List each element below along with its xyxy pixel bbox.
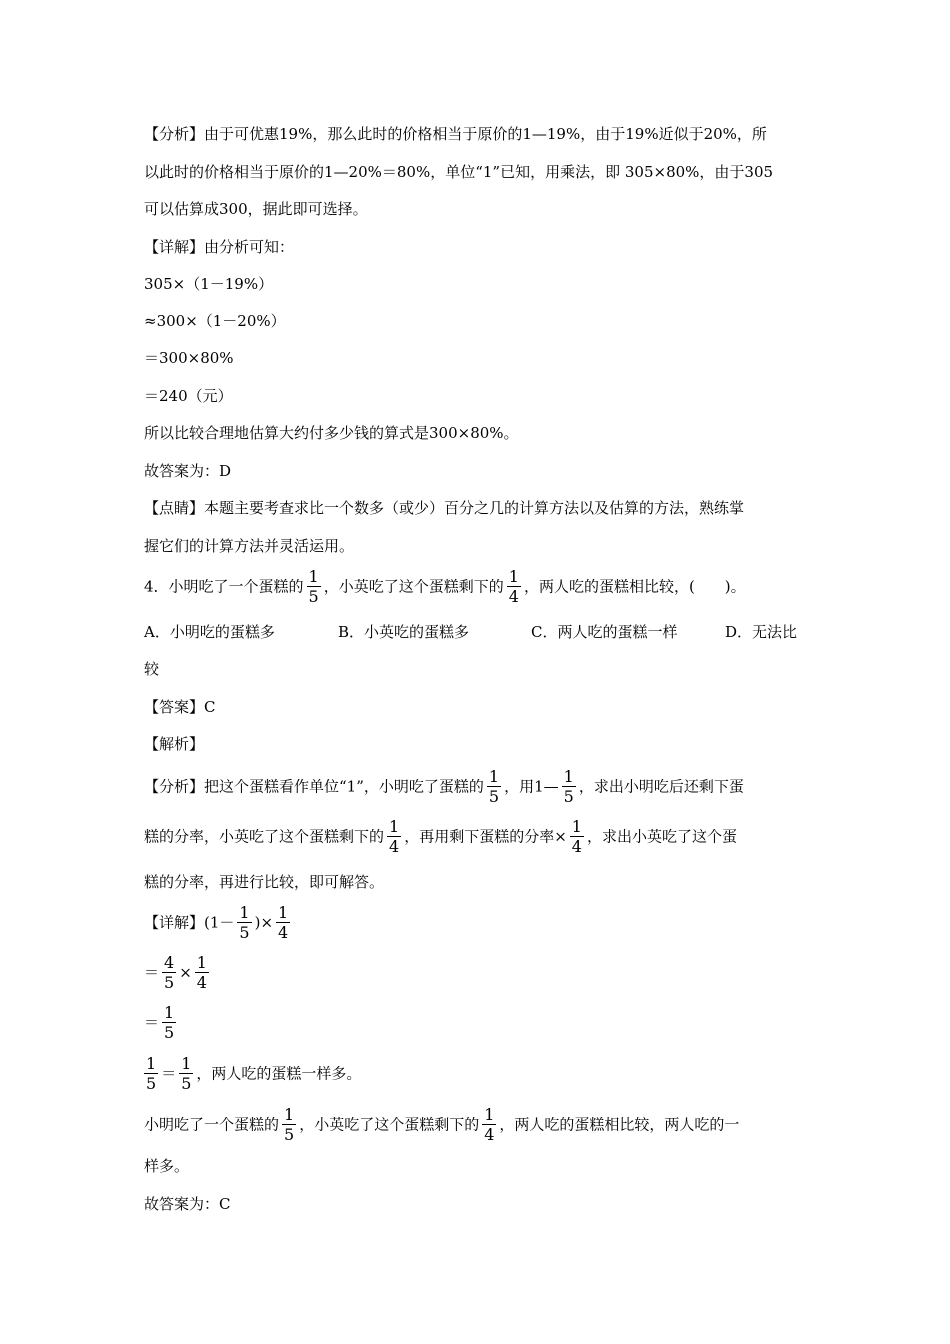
q4-analysis-line-1 xyxy=(144,767,744,806)
fraction-one-quarter xyxy=(387,817,401,856)
fraction-one-fifth xyxy=(162,1003,176,1042)
q4-stem-part-c: ，两人吃的蛋糕相比较，( )。 xyxy=(523,577,746,596)
q4-detail-line-4 xyxy=(144,1054,361,1093)
text: ，两人吃的蛋糕一样多。 xyxy=(196,1064,362,1083)
fraction-one-fifth xyxy=(179,1054,193,1093)
q4-option-a: A．小明吃的蛋糕多 xyxy=(144,623,275,641)
q3-analysis-line-1: 【分析】由于可优惠19%，那么此时的价格相当于原价的1—19%，由于19%近似于20%，所 xyxy=(144,125,767,143)
text: × xyxy=(179,963,192,982)
denominator: 5 xyxy=(488,787,500,806)
text: ＝ xyxy=(161,1064,177,1083)
denominator: 5 xyxy=(146,1074,157,1093)
q4-detail-line-3 xyxy=(144,1003,179,1042)
denominator: 5 xyxy=(239,923,250,942)
q4-stem-part-a: 4．小明吃了一个蛋糕的 xyxy=(144,577,304,596)
fraction-one-quarter xyxy=(482,1105,496,1144)
q3-step-3: ＝300×80% xyxy=(144,349,234,367)
numerator: 1 xyxy=(278,903,289,922)
q3-conclusion: 所以比较合理地估算大约付多少钱的算式是300×80%。 xyxy=(144,424,519,442)
q4-answer-label: 【答案】C xyxy=(144,698,216,716)
fraction-one-fifth xyxy=(487,767,501,806)
text: 【详解】(1－ xyxy=(144,913,235,932)
q3-step-2: ≈300×（1－20%） xyxy=(144,312,286,330)
q3-comment-line-1: 【点睛】本题主要考查求比一个数多（或少）百分之几的计算方法以及估算的方法，熟练掌 xyxy=(144,499,745,517)
fraction-one-quarter xyxy=(195,953,209,992)
fraction-one-fifth xyxy=(562,767,576,806)
numerator: 1 xyxy=(484,1105,495,1124)
q4-option-b: B．小英吃的蛋糕多 xyxy=(338,623,470,641)
q3-step-1: 305×（1－19%） xyxy=(144,275,274,293)
text: 糕的分率，小英吃了这个蛋糕剩下的 xyxy=(144,827,385,846)
numerator: 1 xyxy=(146,1054,157,1073)
q4-stem xyxy=(144,567,746,606)
q3-step-4: ＝240（元） xyxy=(144,387,233,405)
q4-detail-line-2 xyxy=(144,953,212,992)
fraction-one-quarter xyxy=(507,567,521,606)
text: ，用1— xyxy=(504,777,559,796)
q4-option-d: D．无法比 xyxy=(725,623,798,641)
denominator: 5 xyxy=(563,787,574,806)
fraction-one-quarter xyxy=(570,817,584,856)
denominator: 5 xyxy=(308,587,319,606)
q4-detail-line-1 xyxy=(144,903,293,942)
numerator: 1 xyxy=(164,1003,175,1022)
q4-jiexi-label: 【解析】 xyxy=(144,735,205,753)
fraction-one-fifth xyxy=(144,1054,158,1093)
q4-conclusion-line-1 xyxy=(144,1105,739,1144)
denominator: 5 xyxy=(181,1074,192,1093)
q4-conclusion-line-2: 样多。 xyxy=(144,1157,190,1175)
denominator: 4 xyxy=(571,837,582,856)
numerator: 1 xyxy=(181,1054,192,1073)
text: ，求出小明吃后还剩下蛋 xyxy=(578,777,744,796)
numerator: 4 xyxy=(164,953,175,972)
numerator: 1 xyxy=(571,817,582,836)
denominator: 4 xyxy=(196,973,207,992)
fraction-one-quarter xyxy=(276,903,290,942)
text: ，再用剩下蛋糕的分率× xyxy=(404,827,567,846)
text: ＝ xyxy=(144,1013,160,1032)
text: 小明吃了一个蛋糕的 xyxy=(144,1115,280,1134)
numerator: 1 xyxy=(488,767,500,786)
q3-comment-line-2: 握它们的计算方法并灵活运用。 xyxy=(144,537,355,555)
q4-option-c: C．两人吃的蛋糕一样 xyxy=(531,623,678,641)
denominator: 4 xyxy=(508,587,519,606)
text: )× xyxy=(254,913,274,932)
q3-analysis-line-3: 可以估算成300，据此即可选择。 xyxy=(144,200,368,218)
denominator: 4 xyxy=(389,837,400,856)
q3-detail-intro: 【详解】由分析可知： xyxy=(144,238,295,256)
numerator: 1 xyxy=(508,567,519,586)
denominator: 4 xyxy=(278,923,289,942)
fraction-one-fifth xyxy=(237,903,251,942)
q4-option-d-continued: 较 xyxy=(144,660,160,678)
numerator: 1 xyxy=(563,767,574,786)
q4-final-answer: 故答案为：C xyxy=(144,1195,231,1213)
numerator: 1 xyxy=(389,817,400,836)
text: ＝ xyxy=(144,963,160,982)
denominator: 5 xyxy=(284,1125,295,1144)
fraction-one-fifth xyxy=(307,567,321,606)
text: 【分析】把这个蛋糕看作单位“1”，小明吃了蛋糕的 xyxy=(144,777,484,796)
q3-analysis-line-2: 以此时的价格相当于原价的1—20%＝80%，单位“1”已知，用乘法，即 305×80%，由于305 xyxy=(144,163,774,181)
fraction-four-fifths xyxy=(162,953,176,992)
denominator: 5 xyxy=(164,973,175,992)
numerator: 1 xyxy=(196,953,207,972)
numerator: 1 xyxy=(239,903,250,922)
numerator: 1 xyxy=(284,1105,295,1124)
fraction-one-fifth xyxy=(282,1105,296,1144)
numerator: 1 xyxy=(308,567,319,586)
q3-answer: 故答案为：D xyxy=(144,462,232,480)
q4-analysis-line-2 xyxy=(144,817,737,856)
text: ，两人吃的蛋糕相比较，两人吃的一 xyxy=(499,1115,740,1134)
q4-analysis-line-3: 糕的分率，再进行比较，即可解答。 xyxy=(144,873,385,891)
denominator: 5 xyxy=(164,1023,175,1042)
q4-stem-part-b: ，小英吃了这个蛋糕剩下的 xyxy=(323,577,504,596)
denominator: 4 xyxy=(484,1125,495,1144)
text: ，小英吃了这个蛋糕剩下的 xyxy=(299,1115,480,1134)
text: ，求出小英吃了这个蛋 xyxy=(586,827,737,846)
